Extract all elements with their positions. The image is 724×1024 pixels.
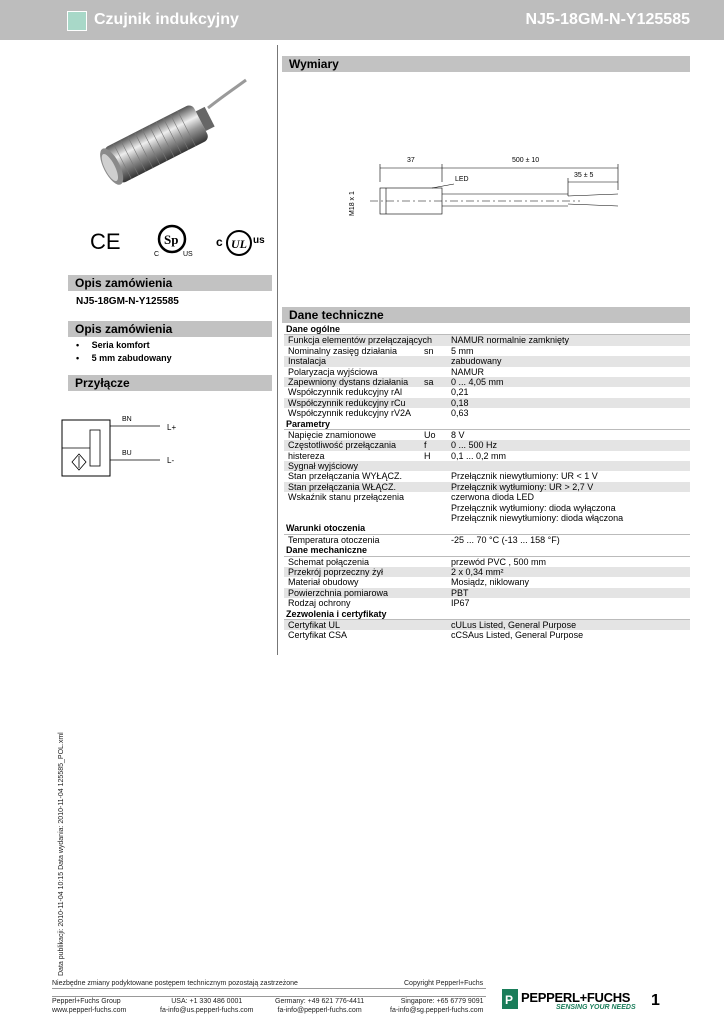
tech-row [284,492,690,502]
tech-heading: Dane techniczne [282,306,690,323]
tech-row [284,598,690,608]
tech-label: Funkcja elementów przełączających [288,335,433,346]
footer-contact-germany: Germany: +49 621 776-4411 fa-info@pepperl-fuchs.com [275,998,365,1014]
tech-value: Przełącznik niewytłumiony: dioda włączona [451,513,624,524]
tech-row [284,513,690,523]
tech-value: -25 ... 70 °C (-13 ... 158 °F) [451,534,560,545]
tech-value: 8 V [451,429,465,440]
header-square-icon [67,11,87,31]
tech-row [284,377,690,387]
ul-us-label: us [253,235,265,246]
tech-group-heading [284,545,690,556]
tech-label: Zapewniony dystans działania [288,376,409,387]
tech-row [284,430,690,440]
tech-row [284,535,690,545]
tech-value: PBT [451,587,469,598]
tech-row [284,482,690,492]
dim-strip-length: 35 ± 5 [574,172,594,179]
tech-value: cULus Listed, General Purpose [451,619,577,630]
tech-value: 0,63 [451,408,469,419]
tech-row [284,630,690,640]
tech-group-heading [284,609,690,620]
tech-label: Częstotliwość przełączania [288,440,397,451]
sensor-photo [88,68,248,193]
tech-value: IP67 [451,598,470,609]
ul-mark-icon [225,229,253,257]
footer-rule [52,988,486,989]
tech-row [284,567,690,577]
dimension-drawing [350,160,640,220]
tech-symbol: Uo [424,429,436,440]
tech-label: Współczynnik redukcyjny rCu [288,397,406,408]
tech-label: Zezwolenia i certyfikaty [286,608,387,619]
tech-row [284,387,690,397]
tech-row [284,335,690,345]
tech-label: Dane ogólne [286,324,341,334]
tech-value: NAMUR normalnie zamknięty [451,335,570,346]
dimensions-heading: Wymiary [282,55,690,72]
column-divider [277,45,278,655]
tech-label: Współczynnik redukcyjny rV2A [288,408,412,419]
tech-value: 5 mm [451,345,474,356]
tech-group-heading [284,523,690,534]
tech-group-heading [284,324,690,335]
tech-label: Temperatura otoczenia [288,534,380,545]
wire-bu-label: BU [122,450,132,457]
brand-tagline: SENSING YOUR NEEDS [556,1004,636,1011]
csa-mark-icon [155,224,189,254]
features-heading: Opis zamówienia [68,320,272,337]
tech-label: Sygnał wyjściowy [288,461,359,472]
connection-heading: Przyłącze [68,374,272,391]
tech-value: Przełącznik wytłumiony: dioda wyłączona [451,502,616,513]
dim-led-label: LED [455,176,469,183]
tech-data-table [284,324,690,641]
tech-value: 0,18 [451,397,469,408]
tech-label: Stan przełączania WYŁĄCZ. [288,471,403,482]
tech-symbol: f [424,440,427,451]
tech-value: Mosiądz, niklowany [451,577,530,588]
tech-symbol: sa [424,376,434,387]
dim-thread-label: M18 x 1 [349,191,356,216]
tech-row [284,557,690,567]
tech-label: Warunki otoczenia [286,523,366,534]
feature-item: • Seria komfort [76,340,150,350]
tech-label: Współczynnik redukcyjny rAl [288,387,403,398]
tech-row [284,461,690,471]
tech-value: 0 ... 500 Hz [451,440,498,451]
tech-label: Powierzchnia pomiarowa [288,587,389,598]
page-title: Czujnik indukcyjny [94,11,239,28]
tech-row [284,620,690,630]
tech-value: Przełącznik niewytłumiony: UR < 1 V [451,471,598,482]
tech-value: NAMUR [451,366,484,377]
tech-label: Parametry [286,418,331,429]
tech-row [284,588,690,598]
order-code: NJ5-18GM-N-Y125585 [76,296,179,307]
ce-mark-icon: CE [90,229,121,254]
dim-body-length: 37 [407,157,415,164]
tech-value: przewód PVC , 500 mm [451,556,547,567]
tech-label: Polaryzacja wyjściowa [288,366,378,377]
tech-label: Napięcie znamionowe [288,429,377,440]
svg-text:P: P [505,993,514,1007]
order-heading: Opis zamówienia [68,274,272,291]
footer-copyright: Copyright Pepperl+Fuchs [404,980,484,987]
tech-group-heading [284,419,690,430]
tech-label: Rodzaj ochrony [288,598,351,609]
tech-row [284,367,690,377]
tech-label: Wskaźnik stanu przełączenia [288,492,405,503]
ul-c-label: c [216,235,223,249]
footer-contact-usa: USA: +1 330 486 0001 fa-info@us.pepperl-fuchs.com [160,998,254,1014]
product-code: NJ5-18GM-N-Y125585 [525,11,690,28]
tech-value: Przełącznik wytłumiony: UR > 2,7 V [451,481,594,492]
page-number: 1 [651,992,660,1009]
tech-row [284,440,690,450]
pf-logo-icon [502,989,518,1009]
tech-value: cCSAus Listed, General Purpose [451,630,584,641]
tech-label: Schemat połączenia [288,556,370,567]
svg-text:Sp: Sp [164,232,179,247]
tech-label: Materiał obudowy [288,577,359,588]
tech-label: Dane mechaniczne [286,545,368,556]
tech-row [284,408,690,418]
tech-label: Certyfikat CSA [288,630,348,641]
tech-value: 0,21 [451,387,469,398]
tech-value: 0,1 ... 0,2 mm [451,450,507,461]
csa-c-label: C [154,251,160,258]
tech-label: histereza [288,450,325,461]
svg-text:UL: UL [231,237,247,251]
tech-row [284,577,690,587]
tech-row [284,398,690,408]
pole-plus-label: L+ [167,423,177,432]
tech-row [284,451,690,461]
tech-label: Instalacja [288,356,327,367]
tech-row [284,471,690,481]
tech-symbol: sn [424,345,434,356]
dim-cable-length: 500 ± 10 [512,157,540,164]
tech-symbol: H [424,450,431,461]
csa-us-label: US [183,251,193,258]
tech-row [284,346,690,356]
tech-label: Stan przełączania WŁĄCZ. [288,481,397,492]
tech-row [284,503,690,513]
footer-notice: Niezbędne zmiany podyktowane postępem technicznym pozostają zastrzeżone [52,980,298,987]
brand-name: PEPPERL+FUCHS [521,990,631,1005]
tech-label: Certyfikat UL [288,619,341,630]
footer-contact-group: Pepperl+Fuchs Group www.pepperl-fuchs.com [52,998,127,1014]
tech-label: Nominalny zasięg działania [288,345,398,356]
wire-bn-label: BN [122,416,132,423]
tech-value: zabudowany [451,356,502,367]
tech-row [284,356,690,366]
tech-label: Przekrój poprzeczny żył [288,566,384,577]
publication-info: Data publikacji: 2010-11-04 10:15 Data wydania: 2010-11-04 125585_POL.xml [58,732,65,976]
tech-value: czerwona dioda LED [451,492,535,503]
tech-value: 0 ... 4,05 mm [451,376,504,387]
tech-value: 2 x 0,34 mm² [451,566,504,577]
footer-contact-singapore: Singapore: +65 6779 9091 fa-info@sg.pepperl-fuchs.com [390,998,484,1014]
pole-minus-label: L- [167,456,175,465]
feature-item: • 5 mm zabudowany [76,353,172,363]
